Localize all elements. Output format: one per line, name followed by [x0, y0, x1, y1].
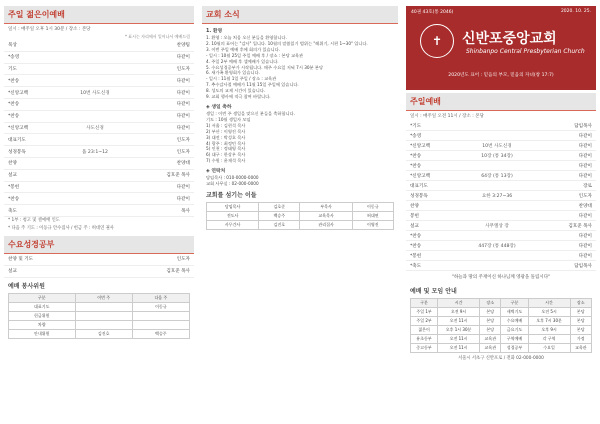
- table-cell: 오전 5시: [528, 308, 570, 317]
- duty-title: 예배 봉사위원: [8, 282, 45, 290]
- order-leader: 인도자: [176, 66, 190, 72]
- order-leader: 다같이: [176, 55, 190, 61]
- order-detail: 447장 (통 448장): [478, 243, 516, 249]
- order-row: [4, 205, 194, 217]
- order-detail: 64장 (통 13장): [481, 173, 513, 179]
- text-line: 5. 수요성경공부가 시작됩니다. 매주 수요일 저녁 7시 30분 본당: [206, 64, 324, 70]
- table-cell: 오전 11시: [438, 335, 480, 344]
- order-leader: 인도자: [176, 149, 190, 155]
- order-row: [4, 146, 194, 158]
- order-leader: 다같이: [578, 213, 592, 219]
- order-leader: 다같이: [578, 253, 592, 259]
- order-leader: 다같이: [176, 114, 190, 120]
- church-name-en: Shinbanpo Central Presbyterian Church: [466, 48, 585, 55]
- table-cell: 오후 7시 30분: [528, 317, 570, 326]
- order-row: [4, 87, 194, 99]
- table-cell: 이동규: [132, 302, 189, 311]
- church-verse: 2020년도 표어 : 믿음의 부모, 믿음의 자녀(창 17:7): [448, 73, 554, 78]
- schedule-title: 예배 및 모임 안내: [410, 288, 457, 295]
- text-line: 5) 인천 : 정태영 목사: [206, 146, 246, 152]
- text-line: 6) 대구 : 한상우 목사: [206, 152, 246, 158]
- table-cell: 가정: [570, 335, 591, 344]
- table-cell: 김진호: [259, 220, 300, 229]
- main-worship-subtitle: 일시 : 매주일 오전 11시 / 장소 : 본당: [410, 114, 484, 119]
- text-line: 담임목사 : 010-0000-0000: [206, 175, 259, 181]
- table-header: 시간: [528, 299, 570, 308]
- church-banner: [406, 6, 596, 90]
- table-cell: 성경공부: [501, 344, 528, 353]
- right-panel: [406, 6, 596, 420]
- order-leader: 다같이: [578, 233, 592, 239]
- news-title: 교회 소식: [202, 6, 398, 24]
- order-item: 대표기도: [410, 183, 428, 189]
- order-item: *찬송: [410, 153, 422, 159]
- table-cell: 차량: [9, 320, 76, 329]
- order-leader: 다같이: [176, 125, 190, 131]
- table-cell: 본당: [570, 317, 591, 326]
- order-leader: 다같이: [578, 143, 592, 149]
- order-item: 성경봉독: [8, 149, 26, 155]
- order-row: [4, 99, 194, 111]
- order-row: [4, 254, 194, 266]
- staff-title: 교회를 섬기는 이들: [206, 191, 257, 199]
- main-worship-order: [406, 121, 596, 271]
- table-cell: 대표기도: [9, 302, 76, 311]
- order-leader: 다같이: [578, 243, 592, 249]
- news-list: [202, 35, 398, 100]
- church-footer: 서울시 서초구 신반포로 / 전화 02-000-0000: [458, 356, 544, 361]
- text-line: 2) 부산 : 이영진 목사: [206, 128, 246, 134]
- order-row: [406, 181, 596, 191]
- order-row: [4, 193, 194, 205]
- order-leader: 다같이: [176, 78, 190, 84]
- table-cell: 중고등부: [411, 344, 438, 353]
- order-detail: 요한 3:27~36: [481, 193, 513, 199]
- table-cell: 수요예배: [501, 317, 528, 326]
- order-leader: 김호준 목사: [166, 173, 190, 179]
- table-row: [411, 335, 592, 344]
- table-cell: 본당: [570, 308, 591, 317]
- table-header: 장소: [570, 299, 591, 308]
- wednesday-title: 수요성경공부: [4, 236, 194, 254]
- order-leader: 인도자: [176, 257, 190, 263]
- order-row: [406, 211, 596, 221]
- order-leader: 찬양대: [176, 161, 190, 167]
- order-leader: 김호준 목사: [568, 223, 592, 229]
- table-cell: [75, 302, 132, 311]
- order-leader: 다같이: [578, 163, 592, 169]
- worship-note: * 표시는 자리에서 일어나서 예배드림: [124, 34, 190, 39]
- order-leader: 김호준 목사: [166, 269, 190, 275]
- table-cell: 금요기도: [501, 326, 528, 335]
- order-item: *신앙고백: [410, 143, 431, 149]
- order-item: *봉헌: [410, 253, 422, 259]
- table-cell: 새벽기도: [501, 308, 528, 317]
- table-cell: 각 구역: [528, 335, 570, 344]
- table-header: 구분: [9, 293, 76, 302]
- birthday-title: ◈ 생일 축하: [206, 104, 232, 110]
- table-cell: [75, 311, 132, 320]
- order-item: *송영: [410, 133, 422, 139]
- worship-order: [4, 40, 194, 217]
- order-row: [4, 123, 194, 135]
- order-row: [4, 134, 194, 146]
- order-item: *신앙고백: [410, 173, 431, 179]
- table-cell: [132, 311, 189, 320]
- table-cell: 주일 1부: [411, 308, 438, 317]
- order-item: 찬양: [8, 161, 17, 167]
- table-header: 장소: [480, 299, 501, 308]
- text-line: 7. 추수감사절 예배가 11월 15일 주일에 있습니다.: [206, 82, 299, 88]
- text-line: - 일시 : 11월 1일 주일 / 장소 : 교육관: [206, 76, 277, 82]
- order-item: *봉헌: [8, 184, 20, 190]
- table-cell: 백승주: [132, 329, 189, 338]
- order-row: [406, 251, 596, 261]
- order-detail: 10장 (통 34장): [481, 153, 513, 159]
- order-row: [406, 141, 596, 151]
- worship-subtitle: 일시 : 매주일 오후 1시 30분 / 장소 : 본당: [8, 27, 91, 32]
- order-item: *찬송: [8, 114, 20, 120]
- order-row: [406, 261, 596, 271]
- order-detail: 사무엘상 장: [485, 223, 509, 229]
- issue-number: 40권 43호(통 2046): [411, 10, 454, 15]
- table-cell: 이영진: [352, 220, 393, 229]
- order-leader: 담임목사: [574, 123, 592, 129]
- text-line: 1) 서울 : 김현석 목사: [206, 122, 246, 128]
- text-line: 기도 : 10월 생일자 모임: [206, 116, 251, 122]
- table-cell: 김호준: [259, 202, 300, 211]
- church-name-kr: 신반포중앙교회: [462, 31, 557, 47]
- order-row: [406, 201, 596, 211]
- order-row: [406, 131, 596, 141]
- order-item: 설교: [8, 269, 17, 275]
- table-cell: [75, 320, 132, 329]
- order-detail: 욥 23:1~12: [82, 149, 108, 155]
- table-cell: 헌금위원: [9, 311, 76, 320]
- table-cell: 오후 9시: [528, 326, 570, 335]
- text-line: 9. 교회 행사에 적극 참여 바랍니다.: [206, 94, 271, 100]
- order-leader: 인도자: [176, 137, 190, 143]
- table-cell: 허대연: [352, 211, 393, 220]
- contacts-title: ◈ 연락처: [206, 169, 226, 175]
- order-item: 기도: [8, 66, 17, 72]
- table-cell: 교육관: [480, 335, 501, 344]
- middle-panel: [202, 6, 398, 420]
- news-header: 1. 환영: [206, 29, 223, 34]
- order-leader: 다같이: [578, 173, 592, 179]
- table-cell: 본당: [480, 308, 501, 317]
- order-row: [4, 52, 194, 64]
- text-line: 교회 사무실 : 02-000-0000: [206, 181, 259, 187]
- order-row: [406, 191, 596, 201]
- order-item: *찬송: [410, 163, 422, 169]
- table-cell: 본당: [480, 317, 501, 326]
- main-worship-title: 주일예배: [406, 93, 596, 111]
- table-header: 구분: [501, 299, 528, 308]
- text-line: 2. 10월의 표어는 "감사" 입니다. 10월의 말씀읽기 범위는 "레위기, 시편 1~30" 입니다.: [206, 40, 368, 46]
- order-item: 성경봉독: [410, 193, 428, 199]
- table-cell: 본당: [480, 326, 501, 335]
- order-item: *축도: [410, 263, 422, 269]
- table-row: [411, 326, 592, 335]
- worship-footer-2: * 다음 주 기도 : 이동규 안수집사 / 헌금 주 : 허대연 권사: [8, 225, 114, 231]
- text-line: 1. 환영 : 오늘 처음 오신 분들을 환영합니다.: [206, 35, 287, 40]
- duty-table: [8, 293, 190, 339]
- order-item: *신앙고백: [8, 90, 29, 96]
- table-cell: 부목사: [300, 202, 352, 211]
- table-row: [9, 320, 190, 329]
- order-row: [4, 170, 194, 182]
- wednesday-order: [4, 254, 194, 278]
- table-cell: 이동규: [352, 202, 393, 211]
- table-row: [411, 317, 592, 326]
- table-cell: 주일 2부: [411, 317, 438, 326]
- order-row: [4, 158, 194, 170]
- order-row: [406, 241, 596, 251]
- order-item: *찬송: [410, 243, 422, 249]
- table-cell: 오전 11시: [438, 317, 480, 326]
- order-detail: 사도신경: [86, 125, 104, 131]
- order-item: *송영: [8, 55, 20, 61]
- order-row: [4, 40, 194, 52]
- table-row: [9, 311, 190, 320]
- order-row: [406, 161, 596, 171]
- table-row: [9, 302, 190, 311]
- order-item: *찬송: [8, 78, 20, 84]
- order-row: [406, 171, 596, 181]
- table-cell: 전도사: [207, 211, 259, 220]
- table-cell: 김진호: [75, 329, 132, 338]
- order-item: 찬양: [410, 203, 419, 209]
- worship-title: 주일 젊은이예배: [4, 6, 194, 24]
- order-leader: 장로: [583, 183, 592, 189]
- worship-footer-1: * 1부 : 청고 및 셀예배 인도: [8, 217, 60, 223]
- pastor-list: [202, 123, 398, 164]
- table-cell: 젊은이: [411, 326, 438, 335]
- order-leader: 목사: [181, 208, 190, 214]
- order-item: 찬양 및 기도: [8, 257, 34, 263]
- table-cell: 사무간사: [207, 220, 259, 229]
- table-cell: 교육목사: [300, 211, 352, 220]
- table-header: 이번 주: [75, 293, 132, 302]
- contacts-list: [202, 175, 398, 187]
- text-line: 8. 성도의 교제 시간이 있습니다.: [206, 88, 266, 94]
- text-line: 4. 주일 2부 예배 후 셀예배가 있습니다.: [206, 58, 279, 64]
- order-item: 축도: [8, 208, 17, 214]
- order-item: 설교: [8, 173, 17, 179]
- order-leader: 인도자: [578, 193, 592, 199]
- table-cell: 구역예배: [501, 335, 528, 344]
- order-leader: 다같이: [176, 90, 190, 96]
- order-leader: 담임목사: [574, 263, 592, 269]
- table-row: [207, 220, 394, 229]
- order-detail: 10번 사도신경: [80, 90, 110, 96]
- table-cell: 본당: [570, 326, 591, 335]
- order-leader: 다같이: [578, 133, 592, 139]
- order-row: [406, 221, 596, 231]
- order-item: 설교: [410, 223, 419, 229]
- table-row: [207, 211, 394, 220]
- table-cell: 오후 1시 30분: [438, 326, 480, 335]
- text-line: 생일 : 이번 주 생일을 맞으신 분들을 축하합니다.: [206, 110, 295, 116]
- staff-table: [206, 202, 394, 230]
- order-row: [4, 266, 194, 278]
- table-header: 구분: [411, 299, 438, 308]
- order-leader: 다같이: [176, 102, 190, 108]
- order-row: [4, 64, 194, 76]
- table-cell: 담임목사: [207, 202, 259, 211]
- church-logo-icon: ✝: [420, 24, 454, 58]
- left-panel: [4, 6, 194, 420]
- text-line: 4) 광주 : 최정민 목사: [206, 140, 246, 146]
- order-item: *찬송: [8, 102, 20, 108]
- order-leader: 다같이: [176, 196, 190, 202]
- table-cell: 수요일: [528, 344, 570, 353]
- order-leader: 찬양팀: [176, 43, 190, 49]
- table-cell: [132, 320, 189, 329]
- order-leader: 다같이: [176, 184, 190, 190]
- schedule-table: [410, 298, 592, 353]
- order-leader: 찬양대: [578, 203, 592, 209]
- text-line: 3. 이번 주일 예배 후에 회의가 있습니다.: [206, 46, 280, 52]
- table-row: [411, 344, 592, 353]
- text-line: 6. 새가족 환영회가 있습니다.: [206, 70, 260, 76]
- table-cell: 오전 9시: [438, 308, 480, 317]
- table-cell: 관리집사: [300, 220, 352, 229]
- table-cell: 안내위원: [9, 329, 76, 338]
- table-row: [9, 329, 190, 338]
- table-cell: 백승주: [259, 211, 300, 220]
- order-item: *신앙고백: [8, 125, 29, 131]
- order-item: 묵상: [8, 43, 17, 49]
- table-cell: 오전 11시: [438, 344, 480, 353]
- bulletin-date: 2020. 10. 25.: [560, 9, 591, 14]
- table-cell: 유초등부: [411, 335, 438, 344]
- order-row: [406, 121, 596, 131]
- order-item: *기도: [410, 123, 422, 129]
- order-item: *찬송: [8, 196, 20, 202]
- worship-quote: "하늘과 땅의 주재이신 하나님께 영광을 돌립시다": [451, 275, 551, 280]
- order-item: *찬송: [410, 233, 422, 239]
- birthday-list: [202, 111, 398, 123]
- table-header: 시간: [438, 299, 480, 308]
- text-line: 7) 수원 : 윤재석 목사: [206, 158, 246, 164]
- order-row: [4, 111, 194, 123]
- table-row: [207, 202, 394, 211]
- order-leader: 다같이: [578, 153, 592, 159]
- order-item: 대표기도: [8, 137, 26, 143]
- order-row: [406, 151, 596, 161]
- table-cell: 교육관: [570, 344, 591, 353]
- order-row: [406, 231, 596, 241]
- order-row: [4, 75, 194, 87]
- text-line: - 일시 : 10월 25일 주일 예배 후 / 장소 : 본당 교육관: [206, 52, 304, 58]
- table-cell: 교육관: [480, 344, 501, 353]
- text-line: 3) 대전 : 박성호 목사: [206, 134, 246, 140]
- order-row: [4, 182, 194, 194]
- table-row: [411, 308, 592, 317]
- table-header: 다음 주: [132, 293, 189, 302]
- order-detail: 10번 사도신경: [482, 143, 512, 149]
- order-item: 봉헌: [410, 213, 419, 219]
